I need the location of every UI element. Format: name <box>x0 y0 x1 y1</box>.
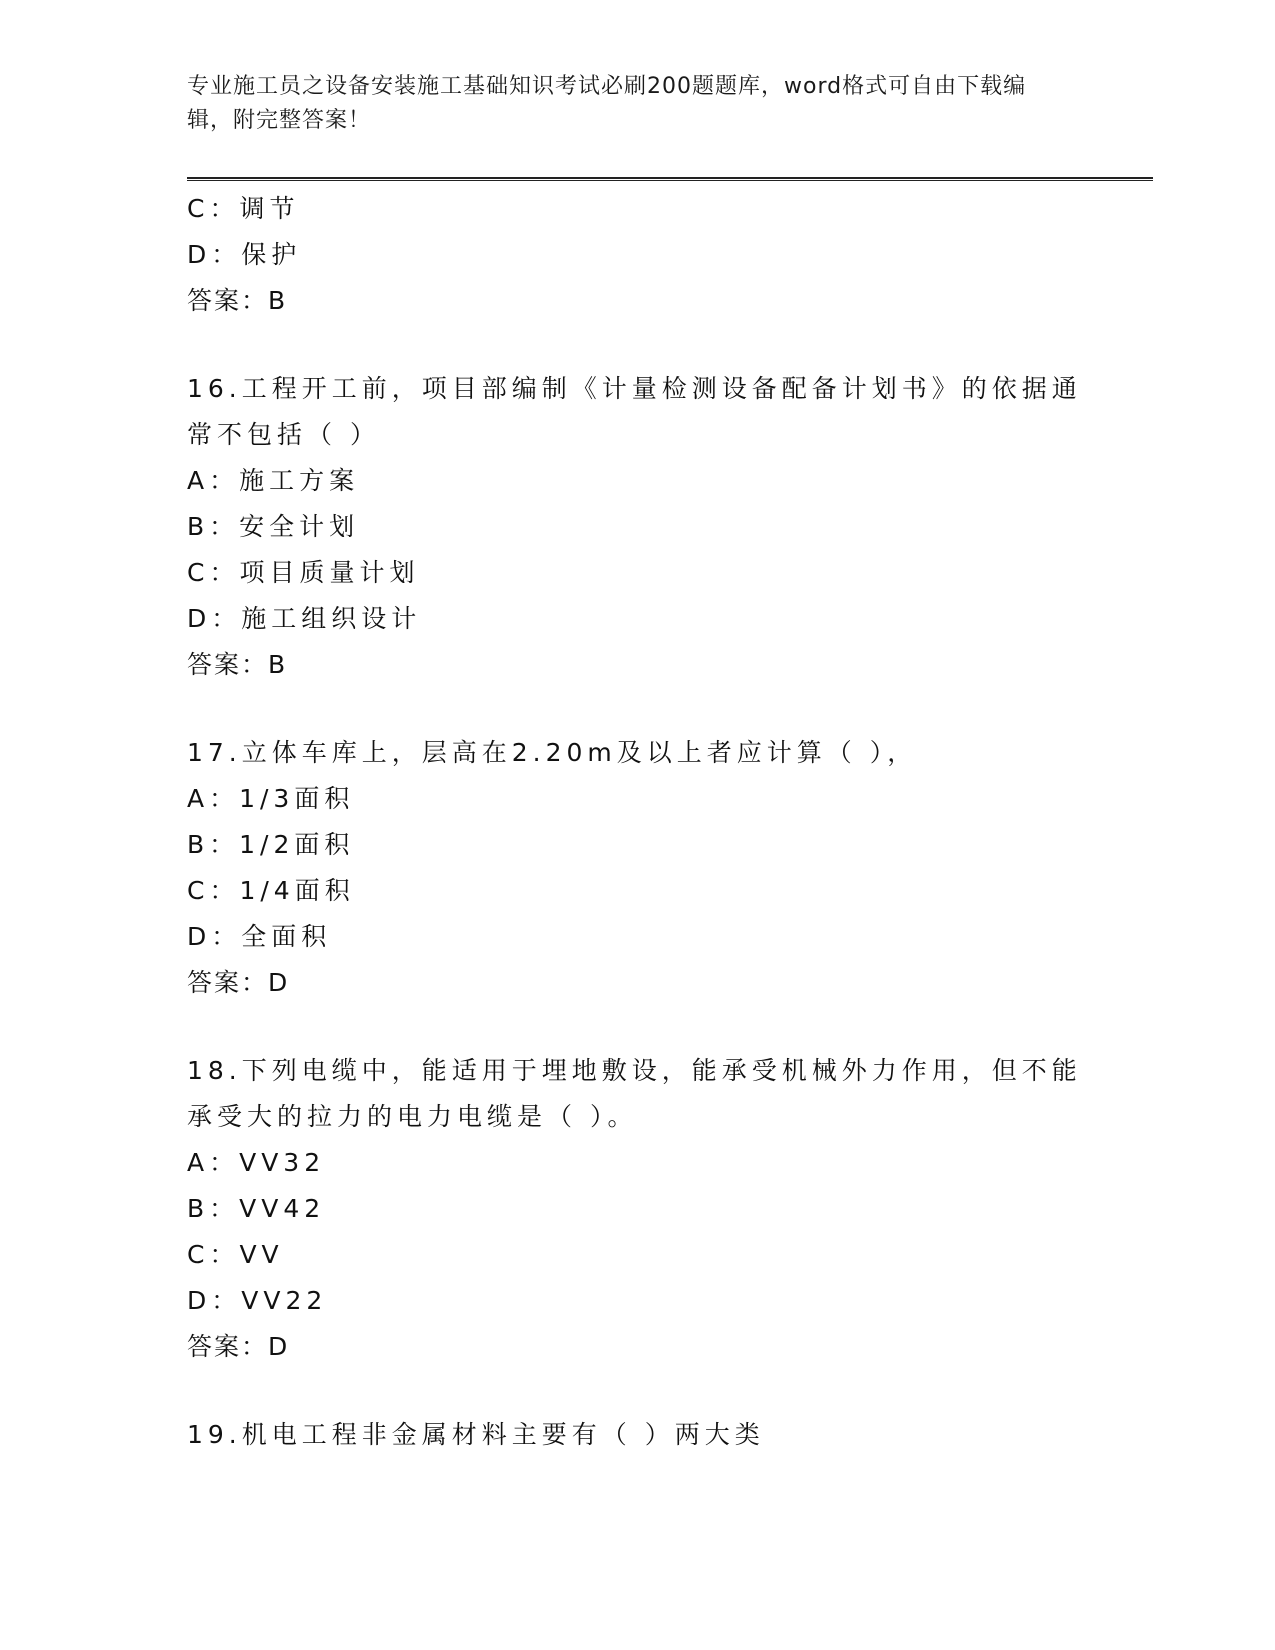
option-c: C：1/4面积 <box>187 876 355 905</box>
option-a: A：施工方案 <box>187 466 360 495</box>
question-text: 17.立体车库上，层高在2.20m及以上者应计算（ ）， <box>187 738 918 767</box>
question-text: 18.下列电缆中，能适用于埋地敷设，能承受机械外力作用，但不能承受大的拉力的电力电缆是（ ）。 <box>187 1056 1082 1131</box>
option-c: C：调节 <box>187 194 300 223</box>
answer-line: 答案：B <box>187 650 288 679</box>
answer-line: 答案：D <box>187 1332 290 1361</box>
option-b: B：1/2面积 <box>187 830 355 859</box>
option-d: D：全面积 <box>187 922 332 951</box>
question-text: 19.机电工程非金属材料主要有（ ）两大类 <box>187 1420 765 1449</box>
question-17 <box>187 730 1087 1006</box>
option-d: D：VV22 <box>187 1286 328 1315</box>
option-d: D：施工组织设计 <box>187 604 422 633</box>
question-18 <box>187 1048 1087 1370</box>
option-b: B：VV42 <box>187 1194 326 1223</box>
question-text: 16.工程开工前，项目部编制《计量检测设备配备计划书》的依据通常不包括（ ） <box>187 374 1082 449</box>
header-divider <box>187 177 1153 181</box>
option-c: C：项目质量计划 <box>187 558 420 587</box>
option-d: D：保护 <box>187 240 302 269</box>
option-b: B：安全计划 <box>187 512 360 541</box>
question-19 <box>187 1412 1087 1458</box>
option-c: C：VV <box>187 1240 284 1269</box>
question-list <box>187 186 1087 1458</box>
option-a: A：1/3面积 <box>187 784 355 813</box>
question-16 <box>187 366 1087 688</box>
document-header: 专业施工员之设备安装施工基础知识考试必刷200题题库，word格式可自由下载编辑，附完整答案！ <box>187 74 1027 133</box>
answer-line: 答案：B <box>187 286 288 315</box>
question-15-continued <box>187 186 1087 324</box>
answer-line: 答案：D <box>187 968 290 997</box>
option-a: A：VV32 <box>187 1148 326 1177</box>
